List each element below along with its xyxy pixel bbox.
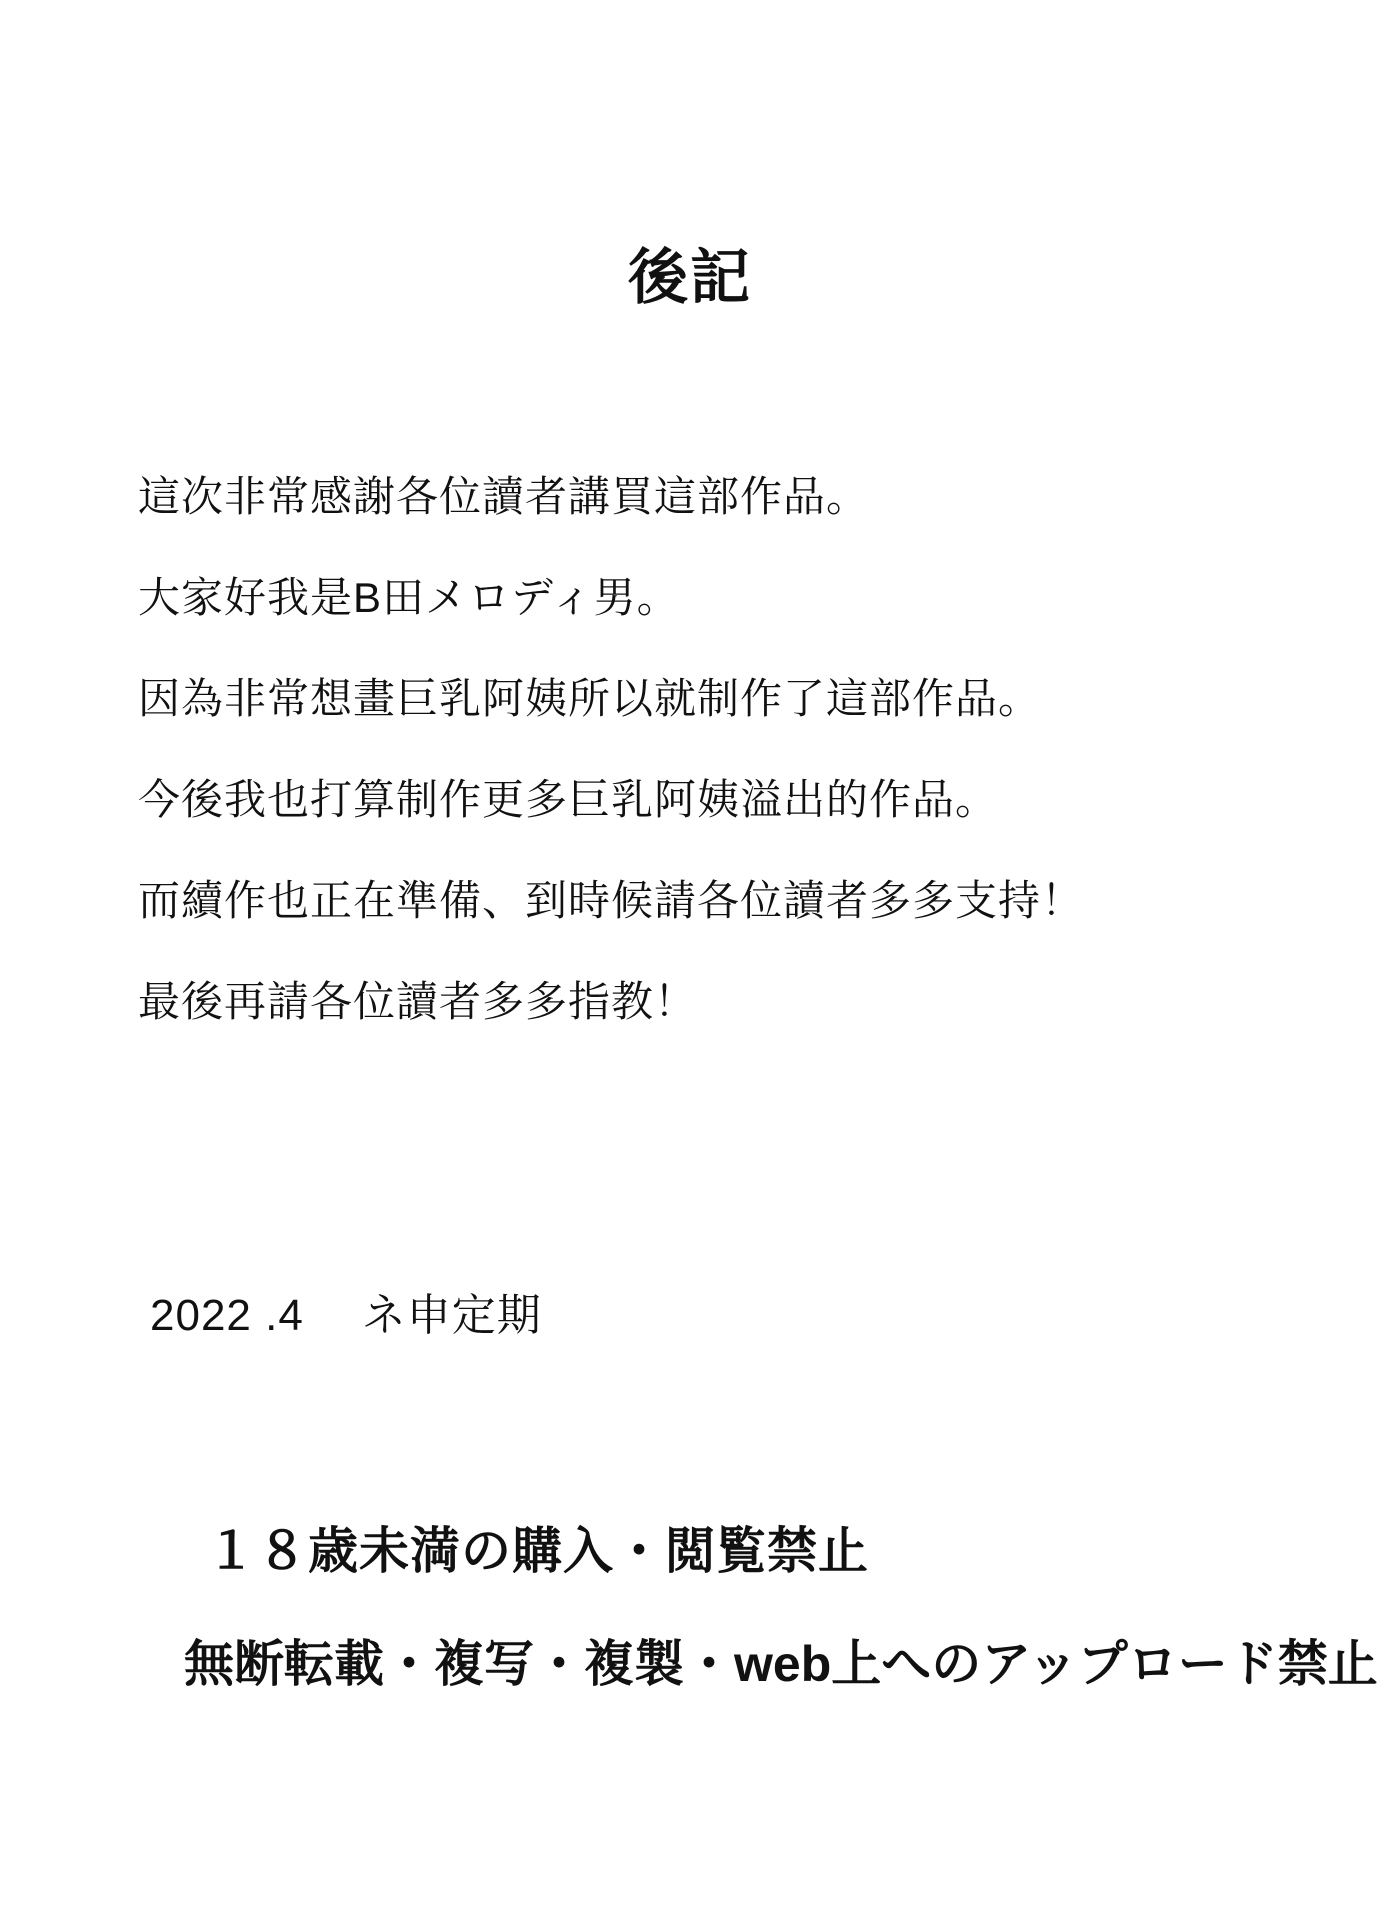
signoff-author-name: ネ申定期 (361, 1291, 542, 1340)
afterword-paragraph: 而續作也正在準備、到時候請各位讀者多多支持！ (138, 877, 1085, 924)
afterword-paragraph: 今後我也打算制作更多巨乳阿姨溢出的作品。 (138, 776, 999, 823)
afterword-paragraph: 最後再請各位讀者多多指教！ (138, 978, 698, 1025)
afterword-paragraph: 這次非常感謝各位讀者講買這部作品。 (138, 473, 870, 520)
age-restriction-notice: １８歳未満の購入・閲覧禁止 (206, 1523, 869, 1579)
signoff-line (150, 1290, 542, 1343)
signoff-date: 2022 .4 (150, 1291, 304, 1340)
notices-block (0, 1524, 1380, 1692)
afterword-text-block (138, 473, 1300, 1082)
afterword-paragraph: 大家好我是B田メロディ男。 (138, 574, 680, 621)
no-reproduction-notice: 無断転載・複写・複製・web上へのアップロード禁止 (184, 1636, 1378, 1692)
afterword-paragraph: 因為非常想畫巨乳阿姨所以就制作了這部作品。 (138, 675, 1042, 722)
page-title: 後記 (628, 244, 752, 312)
